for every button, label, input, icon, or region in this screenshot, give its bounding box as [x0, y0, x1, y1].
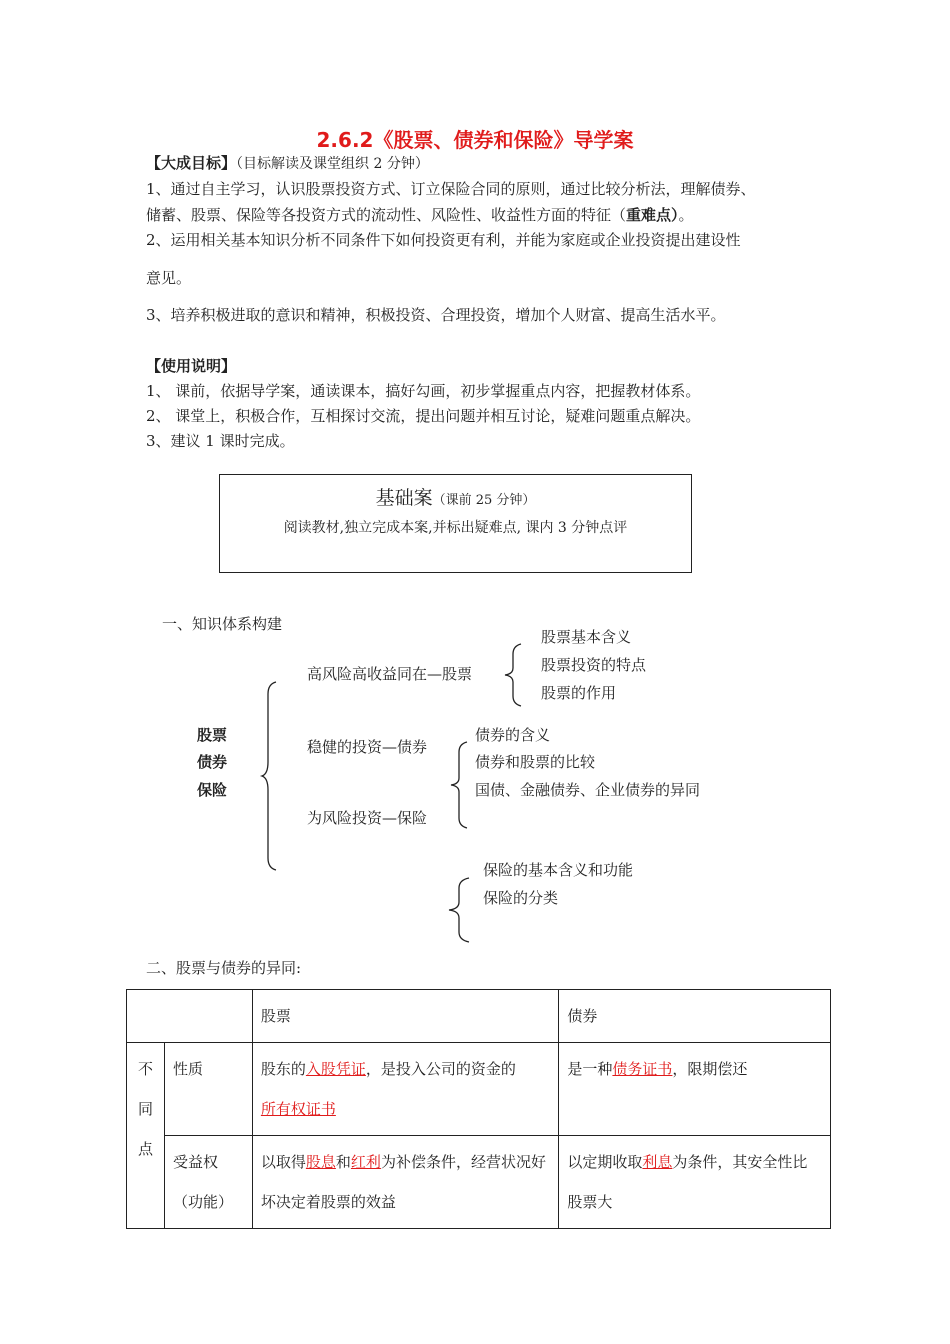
- nature-stock-text: 股东的: [260, 1060, 306, 1078]
- goals-heading-line: [146, 152, 429, 173]
- goal-1-text: 储蓄、股票、保险等各投资方式的流动性、风险性、收益性方面的特征（: [146, 206, 627, 224]
- goal-2-line-2: 意见。: [146, 269, 192, 287]
- nature-stock-key-1: 入股凭证: [305, 1060, 366, 1078]
- branch-insurance: 为风险投资—保险: [307, 809, 428, 827]
- table-header-row: [127, 990, 831, 1043]
- benefit-stock-key-2: 红利: [350, 1153, 381, 1171]
- insurance-brace: [447, 878, 471, 942]
- basic-case-title: [220, 483, 691, 510]
- goal-1-end: 。: [678, 206, 694, 224]
- nature-bond-text: 是一种: [567, 1060, 613, 1078]
- insurance-item-2: 保险的分类: [483, 889, 559, 907]
- basic-case-desc: 阅读教材,独立完成本案,并标出疑难点, 课内 3 分钟点评: [283, 520, 628, 536]
- basic-case-box: [219, 474, 692, 573]
- goal-2-line-1: 2、运用相关基本知识分析不同条件下如何投资更有利，并能为家庭或企业投资提出建设性: [146, 231, 741, 249]
- root-insurance: 保险: [197, 781, 228, 799]
- usage-2: 2、 课堂上，积极合作，互相探讨交流，提出问题并相互讨论，疑难问题重点解决。: [146, 407, 701, 425]
- usage-1: 1、 课前，依据导学案，通读课本，搞好勾画，初步掌握重点内容，把握教材体系。: [146, 382, 701, 400]
- benefit-bond-text-2: 为条件，其安全性比股票大: [567, 1153, 808, 1211]
- nature-stock-text-2: ，是投入公司的资金的: [365, 1060, 516, 1078]
- usage-heading: 【使用说明】: [146, 357, 237, 375]
- section-2-heading: 二、股票与债券的异同:: [146, 959, 302, 977]
- benefit-bond-text: 以定期收取: [567, 1153, 643, 1171]
- stock-item-2: 股票投资的特点: [541, 656, 647, 674]
- bond-item-3: 国债、金融债券、企业债券的异同: [475, 781, 701, 799]
- bond-item-1: 债券的含义: [475, 726, 551, 744]
- header-stock: 股票: [252, 990, 559, 1043]
- branch-stock: 高风险高收益同在—股票: [307, 665, 473, 683]
- group-char-3: 点: [137, 1140, 153, 1158]
- nature-bond-cell: [559, 1043, 831, 1136]
- section-1-heading: 一、知识体系构建: [162, 615, 283, 633]
- row-label-nature: 性质: [164, 1043, 252, 1136]
- root-stock: 股票: [197, 726, 228, 744]
- page-title: 2.6.2《股票、债券和保险》导学案: [316, 128, 634, 152]
- goals-note: （目标解读及课堂组织 2 分钟）: [236, 156, 429, 172]
- nature-stock-cell: [252, 1043, 559, 1136]
- bond-brace: [449, 742, 469, 828]
- goal-1-line-2: [146, 204, 694, 225]
- nature-stock-key-2: 所有权证书: [260, 1100, 336, 1118]
- basic-case-name: 基础案: [375, 487, 433, 509]
- nature-bond-key: 债务证书: [612, 1060, 673, 1078]
- basic-case-time: （课前 25 分钟）: [432, 493, 536, 508]
- root-bond: 债券: [197, 753, 228, 771]
- nature-bond-text-2: ，限期偿还: [672, 1060, 748, 1078]
- diff-group-label: [127, 1043, 165, 1229]
- stock-item-3: 股票的作用: [541, 684, 617, 702]
- benefit-stock-key-1: 股息: [305, 1153, 336, 1171]
- row-label-benefit: [164, 1136, 252, 1229]
- goals-heading: 【大成目标】: [146, 154, 237, 172]
- benefit-stock-cell: [252, 1136, 559, 1229]
- header-bond: 债券: [559, 990, 831, 1043]
- goal-1-line-1: 1、通过自主学习，认识股票投资方式、订立保险合同的原则，通过比较分析法，理解债券、: [146, 180, 756, 198]
- benefit-label-1: 受益权: [172, 1153, 218, 1171]
- benefit-stock-and: 和: [335, 1153, 351, 1171]
- group-char-1: 不: [137, 1060, 153, 1078]
- stock-brace: [503, 644, 523, 706]
- stock-item-1: 股票基本含义: [541, 628, 632, 646]
- group-char-2: 同: [137, 1100, 153, 1118]
- benefit-stock-text-2: 为补偿条件，经营状况好坏决定着股票的效益: [260, 1153, 546, 1211]
- goal-1-key: 重难点）: [626, 206, 679, 224]
- benefit-label-2: （功能）: [172, 1193, 233, 1211]
- bond-item-2: 债券和股票的比较: [475, 753, 596, 771]
- branch-bond: 稳健的投资—债券: [307, 738, 428, 756]
- benefit-stock-text: 以取得: [260, 1153, 306, 1171]
- comparison-table: [126, 989, 831, 1229]
- benefit-bond-key: 利息: [642, 1153, 673, 1171]
- root-brace: [262, 682, 282, 870]
- table-row: [127, 1136, 831, 1229]
- table-row: [127, 1043, 831, 1136]
- insurance-item-1: 保险的基本含义和功能: [483, 861, 634, 879]
- corner-cell: [127, 990, 253, 1043]
- benefit-bond-cell: [559, 1136, 831, 1229]
- usage-3: 3、建议 1 课时完成。: [146, 432, 295, 450]
- goal-3: 3、培养积极进取的意识和精神，积极投资、合理投资，增加个人财富、提高生活水平。: [146, 306, 726, 324]
